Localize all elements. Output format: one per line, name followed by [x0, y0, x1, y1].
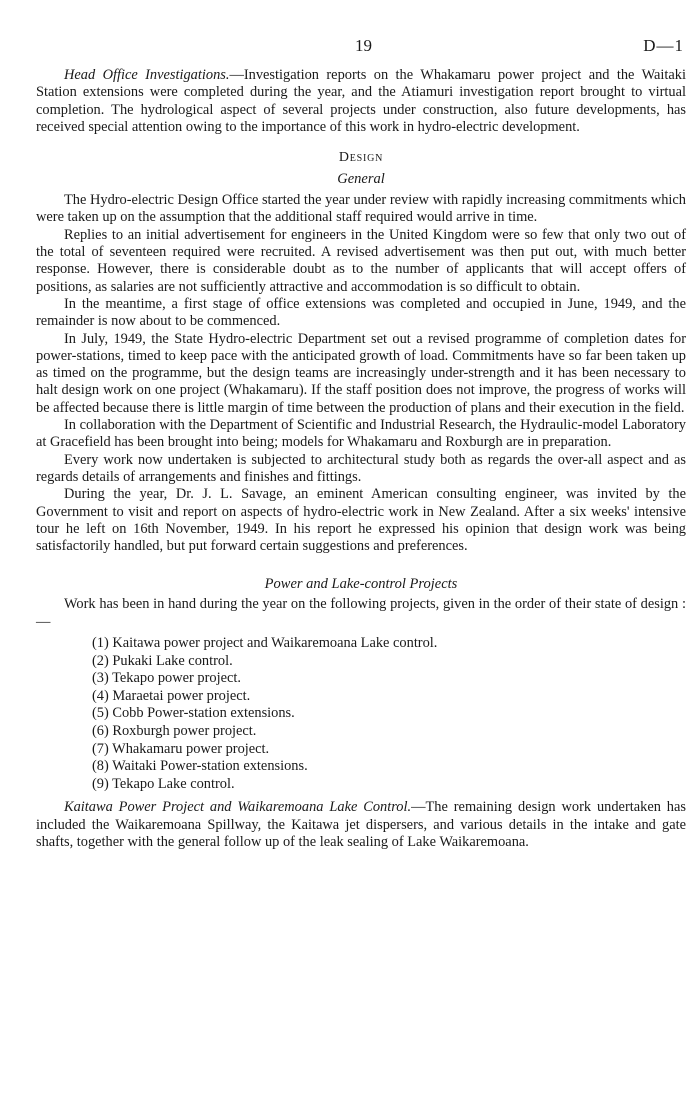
design-paragraph: Replies to an initial advertisement for engineers in the United Kingdom were so few that only two out of the total of seventeen required were recruited. A revised advertisement was then put out, with much better response. However, there is considerable doubt as to the number of applicants that will accept offers of positions, as salaries are not sufficiently attractive and accommodation is so difficult to obtain. — [36, 226, 686, 295]
intro-heading: Head Office Investigations. — [64, 67, 230, 83]
page-body — [36, 67, 686, 851]
subsection-title-general: General — [337, 171, 385, 188]
list-item: (8) Waitaki Power-station extensions. — [92, 758, 308, 775]
list-item: (5) Cobb Power-station extensions. — [92, 705, 295, 722]
intro-text: —Investigation reports on the Whakamaru power project and the Waitaki Station extensions were completed during the year, and the Atiamuri investigation report brought to virtual completion. The hydrological aspect of several projects under construction, also future developments, has received special attention owing to the importance of this work in hydro-electric development. — [36, 67, 686, 135]
kaitawa-text: —The remaining design work undertaken has included the Waikaremoana Spillway, the Kaitawa jet dispersers, and various details in the intake and gate shafts, together with the general follow up of the leak sealing of Lake Waikaremoana. — [36, 799, 686, 850]
design-paragraph: Every work now undertaken is subjected to architectural study both as regards the over-all aspect and as regards details of arrangements and finishes and fittings. — [36, 451, 686, 485]
intro-paragraph — [36, 67, 686, 136]
subsection-title-projects: Power and Lake-control Projects — [264, 576, 458, 593]
page-number: 19 — [355, 36, 372, 55]
section-title-design: Design — [338, 150, 384, 166]
design-paragraph: In the meantime, a first stage of office extensions was completed and occupied in June, 1949, and the remainder is now about to be commenced. — [36, 295, 686, 330]
list-item: (7) Whakamaru power project. — [92, 740, 270, 757]
kaitawa-paragraph — [36, 799, 686, 851]
list-item: (9) Tekapo Lake control. — [92, 775, 235, 792]
projects-intro: Work has been in hand during the year on the following projects, given in the order of their state of design :— — [36, 596, 686, 630]
design-paragraph: During the year, Dr. J. L. Savage, an eminent American consulting engineer, was invited by the Government to visit and report on aspects of hydro-electric work in New Zealand. After a six weeks' intensive tour he left on 16th November, 1949. In his report he expressed his opinion that design work was being satisfactorily handled, but put forward certain suggestions and preferences. — [36, 486, 686, 555]
design-paragraph: In collaboration with the Department of Scientific and Industrial Research, the Hydraulic-model Laboratory at Gracefield has been brought into being; models for Whakamaru and Roxburgh are in preparation. — [36, 417, 686, 451]
design-paragraph: The Hydro-electric Design Office started the year under review with rapidly increasing commitments which were taken up on the assumption that the additional staff required would arrive in time. — [36, 192, 686, 226]
list-item: (2) Pukaki Lake control. — [92, 652, 233, 669]
kaitawa-heading: Kaitawa Power Project and Waikaremoana Lake Control. — [64, 799, 412, 816]
list-item: (6) Roxburgh power project. — [92, 722, 257, 739]
design-paragraph: In July, 1949, the State Hydro-electric Department set out a revised programme of completion dates for power-stations, timed to keep pace with the anticipated growth of load. Commitments have so far been taken up as timed on the programme, but the design teams are increasingly under-strength and it has been necessary to halt design work on one project (Whakamaru). If the staff position does not improve, the progress of works will be affected because there is little margin of time between the production of plans and their execution in the field. — [36, 330, 686, 416]
list-item: (4) Maraetai power project. — [92, 687, 251, 704]
list-item: (3) Tekapo power project. — [92, 670, 241, 687]
list-item: (1) Kaitawa power project and Waikaremoana Lake control. — [92, 635, 438, 652]
document-code: D—1 — [643, 36, 684, 55]
projects-list — [36, 635, 686, 793]
